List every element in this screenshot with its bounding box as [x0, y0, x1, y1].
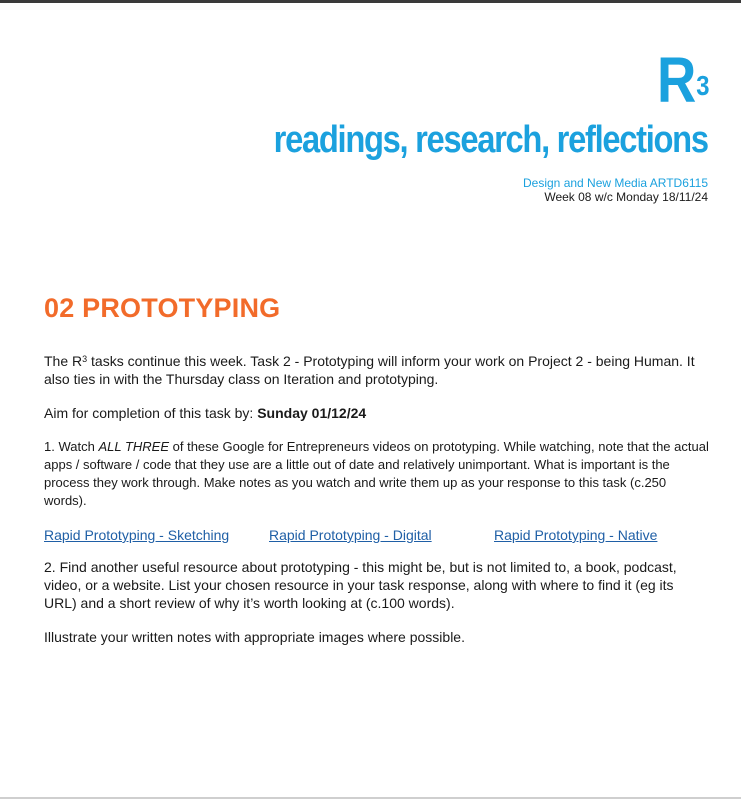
video-links	[44, 526, 709, 544]
closing-paragraph: Illustrate your written notes with appropriate images where possible.	[44, 629, 465, 645]
top-border	[0, 0, 741, 3]
tagline: readings, research, reflections	[273, 119, 708, 161]
intro-pre: The R	[44, 353, 83, 369]
week-info: Week 08 w/c Monday 18/11/24	[544, 190, 708, 204]
item-1-post: of these Google for Entrepreneurs videos on prototyping. While watching, note that the actual apps / software / code that they use are a little out of date and relatively unimportant. What is important is the process they work through. Make notes as you watch and write them up as your response to this task (c.250 words).	[44, 439, 709, 508]
item-1-pre: 1. Watch	[44, 439, 99, 454]
aim-label: Aim for completion of this task by:	[44, 405, 258, 421]
logo-mark	[657, 44, 708, 116]
task-title: 02 PROTOTYPING	[44, 293, 281, 323]
aim-date: Sunday 01/12/24	[257, 405, 367, 421]
link-digital[interactable]: Rapid Prototyping - Digital	[269, 527, 432, 543]
intro-superscript: 3	[82, 354, 88, 364]
link-native[interactable]: Rapid Prototyping - Native	[494, 527, 658, 543]
intro-post: tasks continue this week. Task 2 - Prototyping will inform your work on Project 2 - being Human. It also ties in with the Thursday class on Iteration and prototyping.	[44, 353, 695, 387]
task-content	[44, 290, 709, 662]
item-1-emphasis: ALL THREE	[98, 439, 170, 454]
bottom-border	[0, 797, 741, 799]
course-meta	[523, 176, 708, 204]
aim-paragraph	[44, 404, 709, 422]
link-sketching[interactable]: Rapid Prototyping - Sketching	[44, 527, 230, 543]
intro-paragraph	[44, 352, 709, 388]
logo-letter: R	[657, 44, 695, 116]
item-2-paragraph: 2. Find another useful resource about prototyping - this might be, but is not limited to, a book, podcast, video, or a website. List your chosen resource in your task response, along with where to find it (eg its URL) and a short review of why it’s worth looking at (c.100 words).	[44, 559, 677, 611]
logo-superscript: 3	[696, 70, 708, 101]
r3-logo	[648, 44, 708, 116]
item-1-paragraph	[44, 438, 709, 510]
course-name: Design and New Media ARTD6115	[523, 176, 708, 190]
